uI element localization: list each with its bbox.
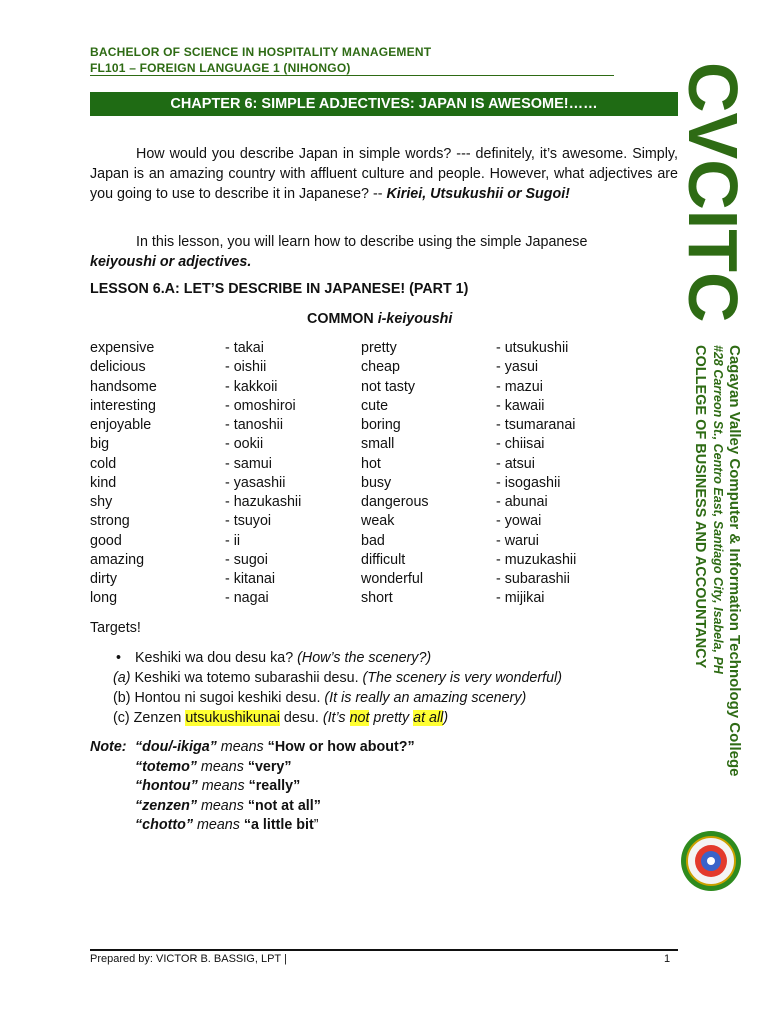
note-def: “not at all” (247, 797, 321, 814)
targets-list (113, 648, 562, 728)
vocab-jp-cell: - utsukushii (496, 340, 569, 356)
vocab-en-cell: difficult (361, 551, 406, 568)
college-department: COLLEGE OF BUSINESS AND ACCOUNTANCY (692, 345, 708, 669)
logo-text: CVCITC (674, 62, 752, 323)
vocab-jp-cell: - nagai (225, 590, 269, 607)
vocab-en-cell: boring (361, 417, 401, 433)
vocab-japanese-left (225, 339, 301, 609)
course-header: FL101 – FOREIGN LANGUAGE 1 (NIHONGO) (90, 61, 351, 75)
note-means: means (192, 817, 244, 833)
vocab-jp-cell: - takai (225, 340, 264, 356)
vocab-jp-cell: - kitanai (225, 571, 276, 587)
vocab-en-cell: not tasty (361, 378, 416, 395)
note-tail: ” (313, 817, 319, 833)
notes-block (90, 738, 415, 836)
intro-text-1: How would you describe Japan in simple words? --- definitely, it’s awesome. Simply, Japan is an amazing country with affluent culture and people. However, what adjectives are you going to use to describe it in Japanese? -- (90, 146, 678, 202)
common-keiyoushi-heading (307, 311, 452, 327)
target-en: (It’s (322, 710, 350, 726)
vocab-jp-cell: - tsuyoi (225, 513, 272, 530)
vocab-english-left (90, 339, 157, 609)
vocab-jp-cell: - chiisai (496, 436, 545, 453)
target-label: (a) (113, 670, 131, 686)
vocab-jp-cell: - kawaii (496, 397, 545, 414)
note-means: means (216, 739, 268, 755)
vocab-en-cell: shy (90, 494, 113, 510)
header-underline (90, 75, 614, 76)
note-def: “a little bit (243, 817, 314, 833)
note-term: “totemo” (135, 758, 197, 775)
college-name: Cagayan Valley Computer & Information Technology College (726, 345, 743, 777)
target-jp: Keshiki wa dou desu ka? (135, 650, 298, 666)
vocab-jp-cell: - omoshiroi (225, 397, 296, 414)
target-label: (c) (113, 710, 130, 726)
note-term: “hontou” (135, 778, 198, 794)
vocab-en-cell: busy (361, 474, 392, 491)
vocab-jp-cell: - yowai (496, 513, 542, 530)
note-row (90, 738, 415, 758)
target-b (113, 688, 562, 708)
vocab-en-cell: long (90, 590, 118, 607)
page-number: 1 (664, 953, 671, 965)
highlighted-word: not (349, 710, 370, 726)
vocab-en-cell: dangerous (361, 494, 429, 510)
intro-paragraph-1 (90, 144, 678, 204)
vocab-en-cell: handsome (90, 378, 157, 395)
note-row (90, 797, 415, 817)
vocab-jp-cell: - yasashii (225, 474, 286, 491)
vocab-en-cell: kind (90, 474, 117, 491)
target-en: ) (443, 710, 449, 726)
target-jp: Keshiki wa totemo subarashii desu. (130, 670, 363, 686)
note-means: means (196, 758, 248, 775)
vocab-en-cell: weak (361, 513, 395, 530)
note-row (90, 758, 415, 778)
vocab-jp-cell: - abunai (496, 494, 548, 510)
intro-emphasis-1: Kiriei, Utsukushii or Sugoi! (386, 186, 570, 202)
vocab-jp-cell: - isogashii (496, 474, 561, 491)
vocab-en-cell: pretty (361, 340, 397, 356)
footer-divider (90, 949, 678, 951)
note-term: “dou/-ikiga” (135, 739, 217, 755)
vocab-jp-cell: - mijikai (496, 590, 545, 607)
vocab-jp-cell: - mazui (496, 378, 543, 395)
target-en: (It is really an amazing scenery) (324, 690, 527, 706)
footer-prepared-by: Prepared by: VICTOR B. BASSIG, LPT | (90, 953, 287, 965)
vocab-jp-cell: - tsumaranai (496, 417, 576, 433)
college-address: #28 Carreon St., Centro East, Santiago City, Isabela, PH (711, 345, 725, 674)
vocab-jp-cell: - yasui (496, 359, 539, 376)
note-means: means (197, 778, 249, 794)
intro-paragraph-2 (90, 232, 678, 272)
vocab-jp-cell: - ookii (225, 436, 264, 453)
vocab-en-cell: cold (90, 455, 117, 472)
target-jp: desu. (279, 710, 323, 726)
vocab-en-cell: cute (361, 397, 389, 414)
vocab-jp-cell: - warui (496, 532, 539, 549)
note-row (90, 816, 415, 836)
bullet-icon: • (116, 650, 122, 666)
college-seal-icon (680, 830, 742, 892)
note-row (90, 777, 415, 797)
vocab-en-cell: delicious (90, 359, 146, 376)
vocab-en-cell: dirty (90, 571, 118, 587)
note-label: Note: (90, 739, 127, 755)
common-label: COMMON (307, 311, 378, 327)
note-def: “really” (248, 778, 301, 794)
intro-text-2: In this lesson, you will learn how to describe using the simple Japanese (136, 234, 588, 250)
highlighted-word: at all (413, 710, 444, 726)
vocab-en-cell: big (90, 436, 110, 453)
note-term: “zenzen” (135, 797, 197, 814)
vocab-english-right (361, 339, 429, 609)
vocab-jp-cell: - samui (225, 455, 272, 472)
college-logo-wordmark (674, 60, 752, 335)
vocab-jp-cell: - ii (225, 532, 241, 549)
target-question (113, 648, 562, 668)
vocab-en-cell: interesting (90, 397, 156, 414)
vocab-en-cell: hot (361, 455, 381, 472)
vocab-jp-cell: - hazukashii (225, 494, 302, 510)
intro-emphasis-2: keiyoushi or adjectives. (90, 254, 252, 270)
target-c (113, 708, 562, 728)
vocab-en-cell: enjoyable (90, 417, 152, 433)
target-jp: Hontou ni sugoi keshiki desu. (130, 690, 325, 706)
vocab-jp-cell: - tanoshii (225, 417, 284, 433)
vocab-en-cell: strong (90, 513, 130, 530)
target-a (113, 668, 562, 688)
vocab-en-cell: amazing (90, 551, 145, 568)
vocab-en-cell: good (90, 532, 122, 549)
vocab-en-cell: small (361, 436, 395, 453)
vocab-jp-cell: - muzukashii (496, 551, 577, 568)
target-en: (How’s the scenery?) (297, 650, 432, 666)
note-def: “How or how about?” (267, 739, 415, 755)
vocab-jp-cell: - kakkoii (225, 378, 278, 395)
targets-title: Targets! (90, 620, 141, 636)
note-def: “very” (247, 758, 292, 775)
target-en: (The scenery is very wonderful) (362, 670, 562, 686)
program-header: BACHELOR OF SCIENCE IN HOSPITALITY MANAGEMENT (90, 45, 432, 59)
vocab-en-cell: cheap (361, 359, 400, 376)
highlighted-word: utsukushikunai (185, 710, 280, 726)
target-jp: Zenzen (129, 710, 186, 726)
target-en: pretty (369, 710, 414, 726)
note-term: “chotto” (135, 817, 193, 833)
vocab-jp-cell: - subarashii (496, 571, 570, 587)
note-means: means (196, 797, 248, 814)
vocab-jp-cell: - atsui (496, 455, 535, 472)
vocab-en-cell: short (361, 590, 393, 607)
lesson-title: LESSON 6.A: LET’S DESCRIBE IN JAPANESE! (PART 1) (90, 281, 469, 297)
chapter-title-bar: CHAPTER 6: SIMPLE ADJECTIVES: JAPAN IS AWESOME!…… (90, 92, 678, 116)
vocab-jp-cell: - sugoi (225, 551, 268, 568)
target-label: (b) (113, 690, 131, 706)
common-italic: i-keiyoushi (377, 311, 453, 327)
vocab-en-cell: expensive (90, 340, 155, 356)
vocab-jp-cell: - oishii (225, 359, 267, 376)
vocab-en-cell: bad (361, 532, 385, 549)
vocab-en-cell: wonderful (361, 571, 423, 587)
vocab-japanese-right (496, 339, 576, 609)
